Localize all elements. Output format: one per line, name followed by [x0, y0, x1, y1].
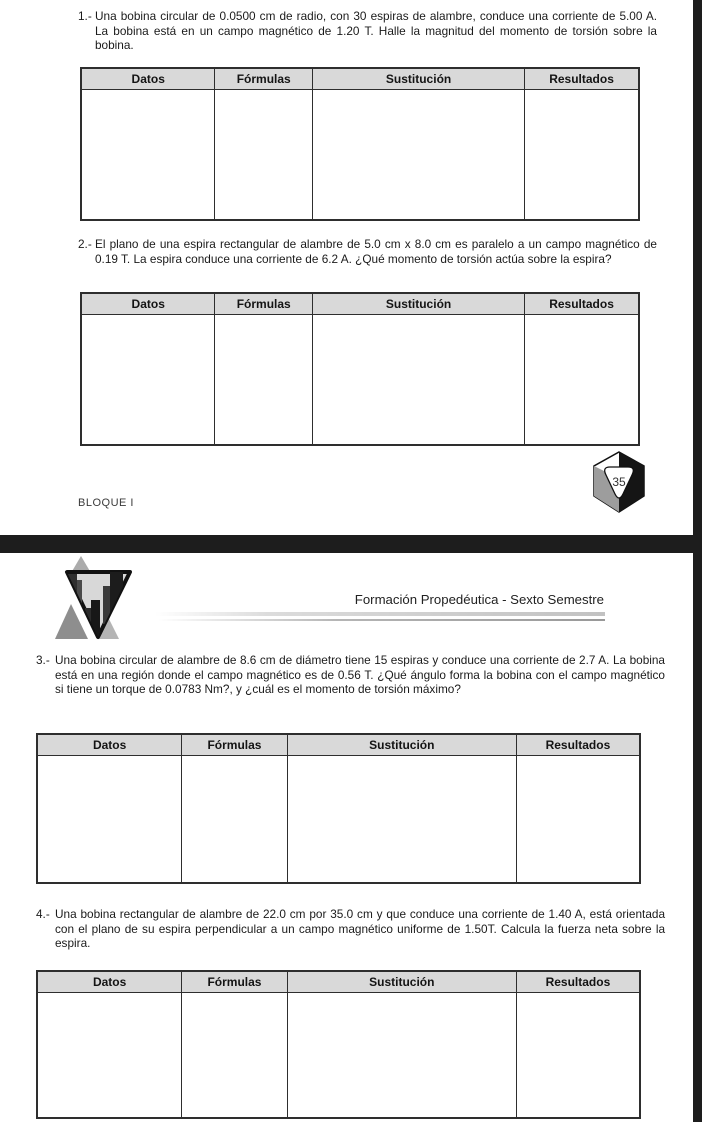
empty-cell-formulas: [215, 315, 313, 446]
school-logo-icon: [55, 556, 135, 641]
column-header-datos: Datos: [37, 971, 182, 993]
empty-cell-sustitucion: [313, 90, 525, 221]
header-separator-line: [155, 612, 605, 616]
problem-number: 3.-: [36, 653, 50, 667]
column-header-formulas: Fórmulas: [215, 68, 313, 90]
problem-number: 1.-: [78, 9, 92, 23]
problem-statement-3: [36, 653, 665, 697]
empty-cell-sustitucion: [313, 315, 525, 446]
empty-cell-datos: [81, 315, 215, 446]
empty-cell-resultados: [516, 756, 640, 884]
column-header-datos: Datos: [37, 734, 182, 756]
worksheet-table-1: [80, 67, 640, 221]
page-number-badge: [592, 451, 646, 513]
hexagon-badge-icon: [592, 451, 646, 513]
column-header-datos: Datos: [81, 293, 215, 315]
table-body-row: [37, 756, 640, 884]
problem-statement-4: [36, 907, 665, 951]
table-body-row: [81, 315, 639, 446]
problem-statement-1: [78, 9, 657, 53]
empty-cell-formulas: [182, 993, 288, 1119]
empty-cell-resultados: [525, 90, 639, 221]
problem-text: Una bobina circular de alambre de 8.6 cm de diámetro tiene 15 espiras y conduce una corriente de 2.7 A. La bobina está en una región donde el campo magnético es de 0.56 T. ¿Qué ángulo forma la bobina con el campo magnético si tiene un torque de 0.0783 Nm?, y ¿cuál es el momento de torsión máximo?: [55, 653, 665, 697]
empty-cell-resultados: [516, 993, 640, 1119]
problem-number: 2.-: [78, 237, 92, 251]
column-header-resultados: Resultados: [525, 68, 639, 90]
column-header-resultados: Resultados: [525, 293, 639, 315]
problem-text: Una bobina circular de 0.0500 cm de radio, con 30 espiras de alambre, conduce una corriente de 5.00 A. La bobina está en un campo magnético de 1.20 T. Halle la magnitud del momento de torsión sobre la bobina.: [95, 9, 657, 53]
problem-statement-2: [78, 237, 657, 266]
column-header-sustitucion: Sustitución: [287, 734, 516, 756]
table-body-row: [37, 993, 640, 1119]
worksheet-table-3: [36, 733, 641, 884]
empty-cell-sustitucion: [287, 993, 516, 1119]
page-divider-bar: [0, 535, 702, 553]
empty-cell-datos: [37, 756, 182, 884]
column-header-sustitucion: Sustitución: [287, 971, 516, 993]
page-header-title: Formación Propedéutica - Sexto Semestre: [354, 592, 604, 607]
problem-text: Una bobina rectangular de alambre de 22.0 cm por 35.0 cm y que conduce una corriente de 1.40 A, está orientada con el plano de su espira perpendicular a un campo magnético uniforme de 1.50T. Calcula la fuerza neta sobre la espira.: [55, 907, 665, 951]
empty-cell-datos: [37, 993, 182, 1119]
column-header-formulas: Fórmulas: [215, 293, 313, 315]
problem-text: El plano de una espira rectangular de alambre de 5.0 cm x 8.0 cm es paralelo a un campo magnético de 0.19 T. La espira conduce una corriente de 6.2 A. ¿Qué momento de torsión actúa sobre la espira?: [95, 237, 657, 266]
table-header-row: [81, 68, 639, 90]
table-header-row: [37, 971, 640, 993]
empty-cell-resultados: [525, 315, 639, 446]
column-header-formulas: Fórmulas: [182, 734, 288, 756]
column-header-datos: Datos: [81, 68, 215, 90]
empty-cell-formulas: [182, 756, 288, 884]
empty-cell-sustitucion: [287, 756, 516, 884]
table-header-row: [37, 734, 640, 756]
problem-number: 4.-: [36, 907, 50, 921]
column-header-sustitucion: Sustitución: [313, 68, 525, 90]
column-header-formulas: Fórmulas: [182, 971, 288, 993]
right-edge-bar: [693, 0, 702, 1122]
empty-cell-datos: [81, 90, 215, 221]
worksheet-table-4: [36, 970, 641, 1119]
table-header-row: [81, 293, 639, 315]
page-number-text: 35: [612, 475, 626, 489]
column-header-sustitucion: Sustitución: [313, 293, 525, 315]
column-header-resultados: Resultados: [516, 971, 640, 993]
worksheet-table-2: [80, 292, 640, 446]
column-header-resultados: Resultados: [516, 734, 640, 756]
header-separator-line-thin: [158, 619, 605, 621]
section-label-bloque: BLOQUE I: [78, 497, 134, 509]
table-body-row: [81, 90, 639, 221]
empty-cell-formulas: [215, 90, 313, 221]
